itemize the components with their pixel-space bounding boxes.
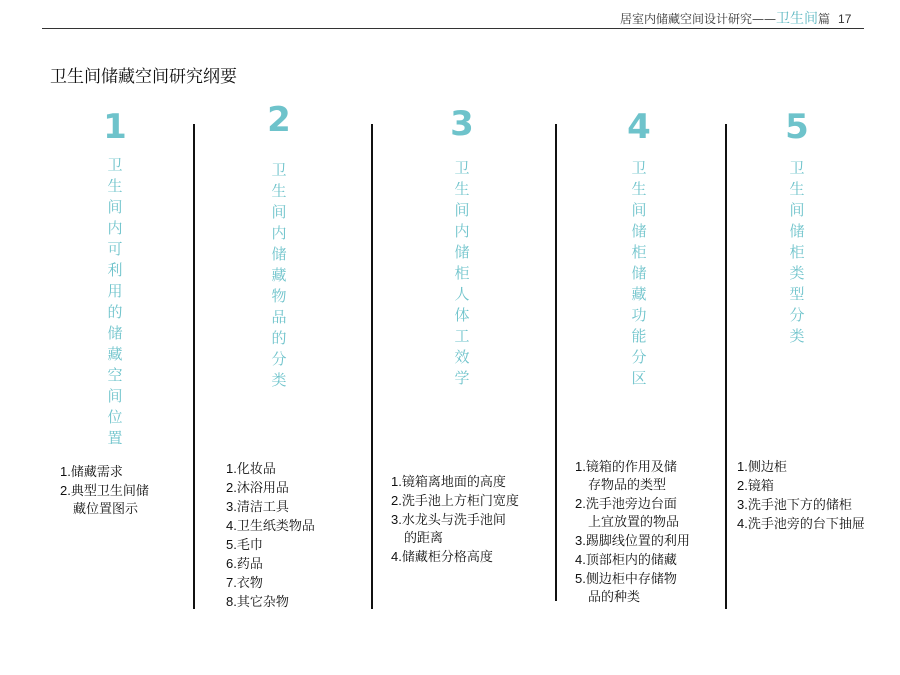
title-char: 可 [107,240,123,258]
title-char: 生 [789,180,805,198]
title-char: 间 [107,198,123,216]
title-char: 储 [789,222,805,240]
list-item [226,536,315,555]
list-item-number: 6. [226,556,237,571]
title-char: 卫 [454,159,470,177]
list-item-number: 2. [60,483,71,498]
header-suffix: 篇 [818,12,831,26]
list-item-text: 清洁工具 [236,500,289,515]
title-char: 功 [631,306,647,324]
list-item-text: 化妆品 [236,462,276,477]
title-char: 置 [107,429,123,447]
list-item [226,498,315,517]
title-char: 人 [454,285,470,303]
list-item-text: 品的种类 [588,590,641,605]
list-item-number: 7. [226,575,237,590]
title-char: 卫 [789,159,805,177]
list-item-text: 药品 [236,557,263,572]
title-char: 储 [454,243,470,261]
title-char: 类 [789,264,805,282]
list-item-number: 1. [60,464,71,479]
title-char: 间 [454,201,470,219]
header-prefix: 居室内储藏空间设计研究—— [620,12,777,26]
title-char: 分 [631,348,647,366]
column-4-list [575,458,690,607]
list-item [60,463,149,482]
list-item-number: 2. [391,493,402,508]
list-item-number: 1. [737,459,748,474]
column-4-number: 4 [627,107,651,147]
list-item-number: 1. [391,474,402,489]
title-char: 柜 [631,243,647,261]
list-item-number: 2. [226,480,237,495]
list-item [391,530,519,548]
list-item-text: 毛巾 [236,538,263,553]
list-item-text: 水龙头与洗手池间 [401,513,506,528]
title-char: 储 [631,222,647,240]
title-char: 藏 [271,266,287,284]
list-item-number: 2. [737,478,748,493]
list-item [575,532,690,551]
title-char: 生 [454,180,470,198]
list-item [575,477,690,495]
title-char: 位 [107,408,123,426]
title-char: 储 [271,245,287,263]
list-item-text: 顶部柜内的储藏 [585,553,677,568]
list-item [226,555,315,574]
column-2-title [269,160,289,391]
list-item [226,593,315,612]
list-item-text: 侧边柜中存储物 [585,572,677,587]
list-item [391,473,519,492]
title-char: 的 [107,303,123,321]
list-item [737,515,865,534]
list-item-number: 1. [575,459,586,474]
list-item [391,548,519,567]
title-char: 体 [454,306,470,324]
list-item-number: 3. [226,499,237,514]
title-char: 的 [271,329,287,347]
title-char: 学 [454,369,470,387]
list-item-text: 侧边柜 [747,460,787,475]
page-title: 卫生间储藏空间研究纲要 [50,67,237,87]
column-3-title [452,158,472,389]
header-accent: 卫生间 [776,11,819,27]
title-char: 内 [454,222,470,240]
list-item [575,589,690,607]
list-item-number: 4. [391,549,402,564]
list-item-text: 的距离 [404,531,444,546]
title-char: 柜 [789,243,805,261]
list-item-text: 卫生纸类物品 [236,519,315,534]
title-char: 空 [107,366,123,384]
title-char: 生 [271,182,287,200]
list-item [737,477,865,496]
list-item-text: 存物品的类型 [588,478,667,493]
column-5-title [787,158,807,347]
list-item-number: 8. [226,594,237,609]
title-char: 卫 [107,156,123,174]
list-item [737,458,865,477]
title-char: 生 [107,177,123,195]
title-char: 生 [631,180,647,198]
list-item-number: 4. [226,518,237,533]
list-item-text: 储藏需求 [70,465,123,480]
list-item [60,482,149,501]
list-item-number: 3. [737,497,748,512]
list-item-number: 4. [737,516,748,531]
list-item [226,517,315,536]
column-5-list [737,458,865,534]
list-item [226,479,315,498]
title-char: 藏 [107,345,123,363]
title-char: 品 [271,308,287,326]
column-3-list [391,473,519,567]
title-char: 内 [107,219,123,237]
title-char: 储 [107,324,123,342]
column-5-number: 5 [785,107,809,147]
column-3-number: 3 [450,104,474,144]
list-item-number: 4. [575,552,586,567]
column-4-title [629,158,649,389]
title-char: 用 [107,282,123,300]
column-1-number: 1 [103,107,127,147]
title-char: 间 [789,201,805,219]
title-char: 间 [107,387,123,405]
list-item-text: 储藏柜分格高度 [401,550,493,565]
list-item-number: 2. [575,496,586,511]
list-item-text: 镜箱 [747,479,774,494]
column-divider-4 [725,124,727,609]
list-item [575,570,690,589]
title-char: 区 [631,369,647,387]
list-item [60,501,149,519]
title-char: 效 [454,348,470,366]
title-char: 分 [271,350,287,368]
column-2-list [226,460,315,612]
title-char: 内 [271,224,287,242]
title-char: 分 [789,306,805,324]
list-item-number: 5. [226,537,237,552]
list-item [226,460,315,479]
list-item-text: 典型卫生间储 [70,484,149,499]
title-char: 储 [631,264,647,282]
title-char: 藏 [631,285,647,303]
list-item [391,511,519,530]
list-item-number: 3. [391,512,402,527]
list-item-text: 踢脚线位置的利用 [585,534,690,549]
title-char: 间 [271,203,287,221]
list-item-number: 5. [575,571,586,586]
list-item-number: 1. [226,461,237,476]
list-item-text: 洗手池下方的储柜 [747,498,852,513]
title-char: 卫 [631,159,647,177]
page-header [620,8,870,28]
column-divider-3 [555,124,557,601]
list-item-text: 上宜放置的物品 [588,515,680,530]
list-item-text: 其它杂物 [236,595,289,610]
list-item-text: 衣物 [236,576,263,591]
column-1-title [105,155,125,449]
list-item-text: 洗手池上方柜门宽度 [401,494,519,509]
title-char: 间 [631,201,647,219]
list-item-text: 洗手池旁边台面 [585,497,677,512]
title-char: 利 [107,261,123,279]
list-item [737,496,865,515]
list-item [575,551,690,570]
title-char: 型 [789,285,805,303]
header-rule [42,28,864,29]
title-char: 柜 [454,264,470,282]
title-char: 工 [454,327,470,345]
list-item-text: 沐浴用品 [236,481,289,496]
column-divider-1 [193,124,195,609]
list-item-number: 3. [575,533,586,548]
title-char: 类 [789,327,805,345]
list-item-text: 镜箱的作用及储 [585,460,677,475]
list-item [575,514,690,532]
list-item-text: 镜箱离地面的高度 [401,475,506,490]
title-char: 类 [271,371,287,389]
title-char: 能 [631,327,647,345]
list-item [226,574,315,593]
list-item [391,492,519,511]
title-char: 物 [271,287,287,305]
list-item [575,495,690,514]
list-item-text: 藏位置图示 [73,502,139,517]
page-number: 17 [838,12,852,26]
column-1-list [60,463,149,519]
title-char: 卫 [271,161,287,179]
column-2-number: 2 [267,100,291,140]
list-item-text: 洗手池旁的台下抽屉 [747,517,865,532]
list-item [575,458,690,477]
column-divider-2 [371,124,373,609]
